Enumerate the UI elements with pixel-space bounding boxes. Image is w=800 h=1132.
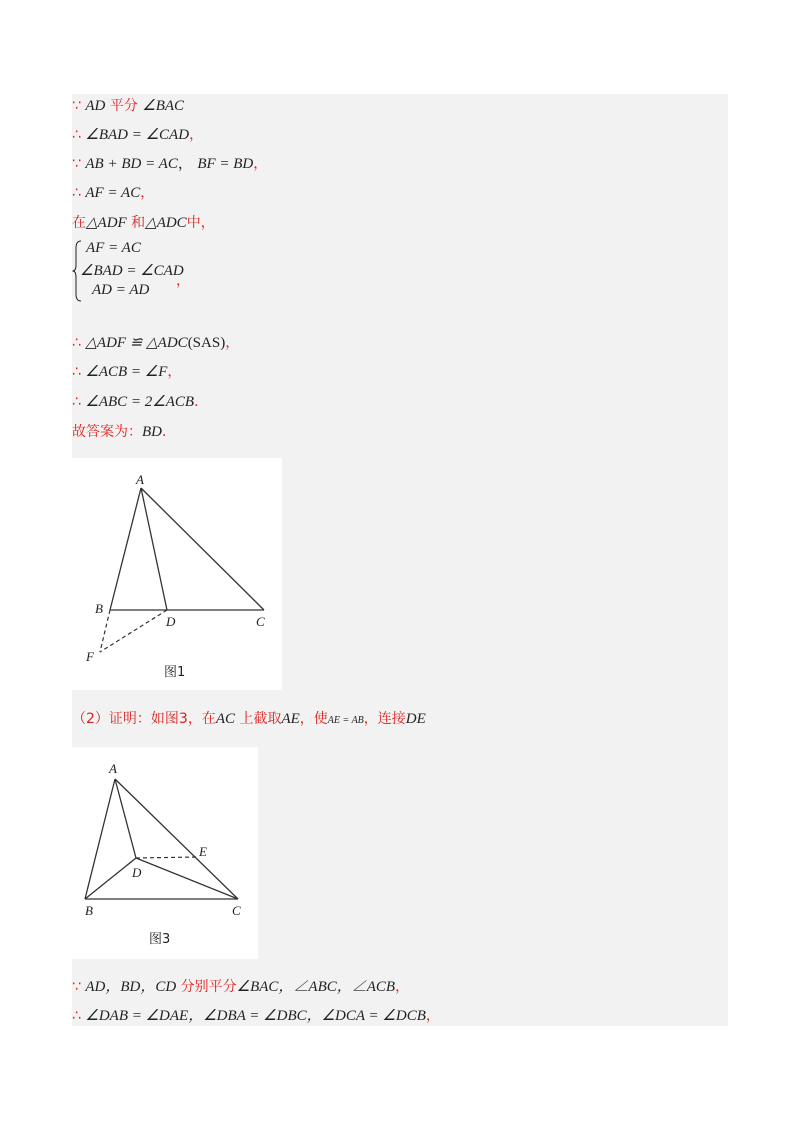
point-c-label: C (232, 903, 241, 918)
line-12 (72, 1004, 440, 1028)
segment-cd (136, 858, 238, 899)
line-9 (72, 420, 176, 444)
punct: ， (176, 273, 190, 289)
punct: ， (425, 1008, 440, 1024)
math: AC (215, 711, 235, 727)
segment-df (100, 610, 167, 652)
segment-ac (141, 488, 264, 610)
math: ∠BAD = ∠CAD (85, 127, 190, 143)
math: ∠ABC = 2∠ACB (85, 394, 195, 410)
text: 上截取 (239, 711, 282, 727)
text: ，连接 (363, 711, 406, 727)
math: ∠BAC，∠ABC，∠ACB (236, 979, 396, 995)
segment-bf (100, 610, 110, 652)
math: △ADF ≌ △ADC (85, 335, 188, 351)
segment-ac (115, 779, 238, 899)
punct: ， (140, 185, 155, 201)
line-1 (72, 94, 184, 118)
segment-ab (110, 488, 141, 610)
line-4 (72, 181, 154, 205)
math: AB + BD = AC (85, 156, 178, 172)
therefore-symbol: ∴ (72, 1008, 81, 1024)
point-c-label: C (256, 614, 265, 629)
math: AD (85, 98, 106, 114)
math: AE = AB (327, 715, 364, 726)
text: 平分 (109, 98, 138, 114)
line-5 (72, 211, 215, 235)
figure-3 (72, 747, 258, 959)
point-b-label: B (85, 903, 93, 918)
because-symbol: ∵ (72, 156, 81, 172)
segment-bd (85, 858, 136, 899)
math: ∠DAB = ∠DAE，∠DBA = ∠DBC，∠DCA = ∠DCB (85, 1008, 426, 1024)
point-f-label: F (86, 649, 94, 664)
line-3 (72, 152, 267, 176)
punct: ， (177, 156, 193, 172)
therefore-symbol: ∴ (72, 185, 81, 201)
math: AF = AC (85, 185, 141, 201)
punct: ． (194, 394, 209, 410)
punct: ， (225, 335, 240, 351)
therefore-symbol: ∴ (72, 335, 81, 351)
because-symbol: ∵ (72, 979, 81, 995)
figure-1-caption: 图1 (164, 665, 186, 680)
therefore-symbol: ∴ (72, 394, 81, 410)
math: DE (405, 711, 426, 727)
line-2 (72, 123, 203, 147)
punct: ， (189, 127, 204, 143)
because-symbol: ∵ (72, 98, 81, 114)
figure-1 (72, 458, 282, 690)
line-8 (72, 390, 208, 414)
therefore-symbol: ∴ (72, 364, 81, 380)
math: AE (281, 711, 300, 727)
segment-ad (141, 488, 167, 610)
equation-system (72, 240, 212, 306)
math: △ADF (86, 215, 127, 231)
text: 分别平分 (180, 979, 237, 995)
point-a-label: A (109, 761, 117, 776)
point-e-label: E (199, 844, 207, 859)
segment-de (136, 857, 198, 858)
system-row-1: AF = AC (86, 240, 141, 256)
therefore-symbol: ∴ (72, 127, 81, 143)
text: 在 (72, 215, 86, 231)
congruence-reason: (SAS) (187, 335, 226, 351)
punct: ． (162, 424, 176, 440)
point-d-label: D (132, 865, 142, 880)
text: 中， (186, 215, 215, 231)
segment-ab (85, 779, 115, 899)
math: BD (142, 424, 162, 440)
line-10 (72, 707, 426, 731)
text: ，使 (299, 711, 328, 727)
math: ∠ACB = ∠F (85, 364, 168, 380)
point-b-label: B (95, 601, 103, 616)
punct: ， (395, 979, 410, 995)
system-row-2: ∠BAD = ∠CAD (80, 263, 184, 279)
line-6 (72, 331, 239, 355)
segment-ad (115, 779, 136, 858)
system-row-3: AD = AD (92, 282, 150, 298)
text: 和 (131, 215, 146, 231)
line-7 (72, 360, 181, 384)
figure-3-caption: 图3 (149, 932, 171, 947)
text: （2）证明：如图3，在 (72, 711, 216, 727)
point-a-label: A (136, 472, 144, 487)
text: 故答案为： (72, 424, 142, 440)
line-11 (72, 975, 409, 999)
math: BF = BD (197, 156, 254, 172)
math: △ADC (145, 215, 187, 231)
math: ∠BAC (142, 98, 185, 114)
punct: ， (167, 364, 182, 380)
math: AD，BD，CD (85, 979, 177, 995)
punct: ， (253, 156, 268, 172)
point-d-label: D (166, 614, 176, 629)
